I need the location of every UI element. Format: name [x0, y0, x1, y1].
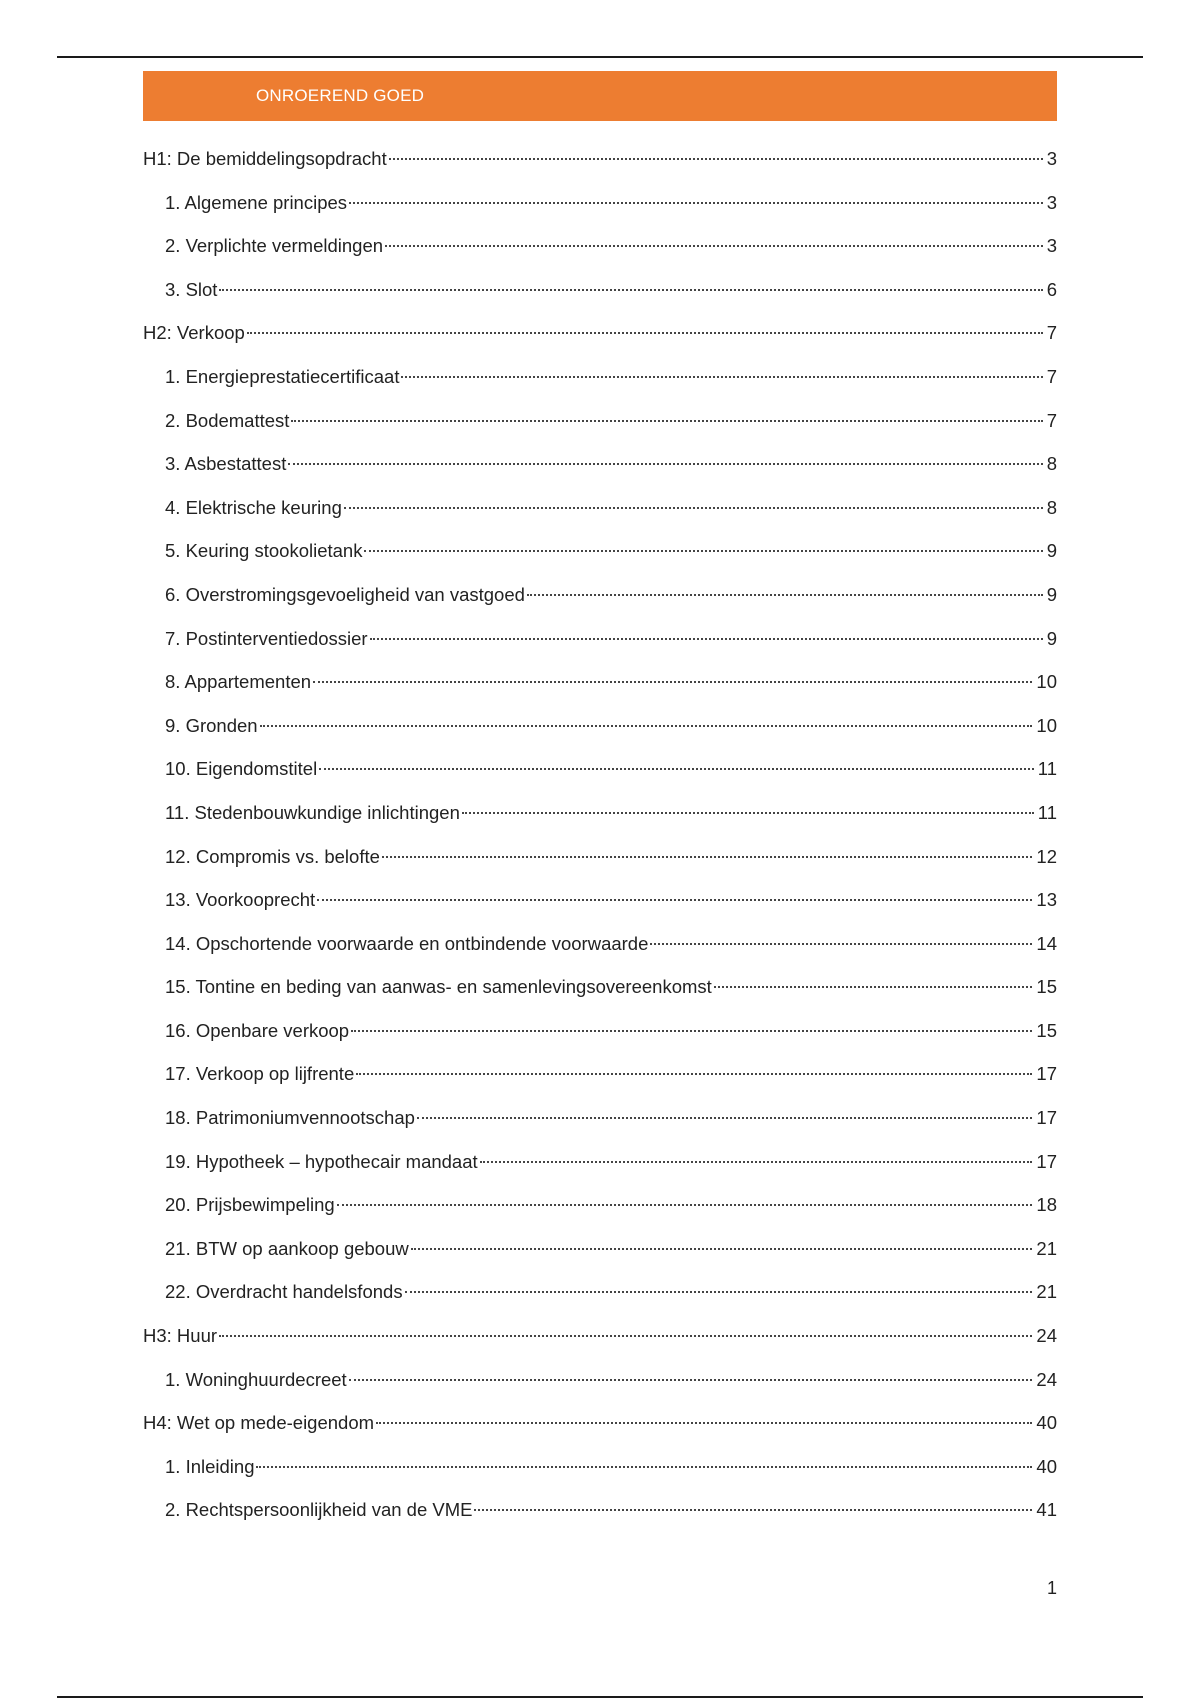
toc-entry-label: 16. Openbare verkoop [165, 1019, 350, 1041]
toc-section-entry[interactable] [143, 1270, 1057, 1314]
toc-dot-leader [349, 1379, 1033, 1381]
toc-dot-leader [344, 507, 1043, 509]
toc-dot-leader [256, 1466, 1032, 1468]
toc-entry-label: 1. Inleiding [165, 1455, 255, 1477]
toc-entry-page: 9 [1046, 583, 1057, 605]
toc-entry-page: 9 [1046, 540, 1057, 562]
toc-section-entry[interactable] [143, 268, 1057, 312]
toc-entry-label: H1: De bemiddelingsopdracht [143, 148, 387, 169]
toc-section-entry[interactable] [143, 1096, 1057, 1140]
toc-entry-page: 3 [1046, 191, 1057, 213]
toc-dot-leader [364, 550, 1042, 552]
toc-entry-page: 6 [1046, 278, 1057, 300]
toc-entry-label: 9. Gronden [165, 714, 258, 736]
toc-section-entry[interactable] [143, 1183, 1057, 1227]
toc-dot-leader [219, 1335, 1032, 1337]
toc-entry-page: 40 [1036, 1455, 1057, 1477]
document-title: ONROEREND GOED [256, 86, 425, 105]
toc-chapter-entry[interactable] [143, 137, 1057, 181]
toc-section-entry[interactable] [143, 1052, 1057, 1096]
table-of-contents [143, 137, 1057, 1532]
toc-section-entry[interactable] [143, 922, 1057, 966]
toc-dot-leader [714, 986, 1033, 988]
title-banner [143, 71, 1057, 121]
toc-entry-label: 1. Woninghuurdecreet [165, 1368, 347, 1390]
toc-entry-page: 17 [1036, 1150, 1057, 1172]
toc-entry-page: 8 [1046, 496, 1057, 518]
toc-entry-page: 40 [1036, 1412, 1057, 1434]
toc-dot-leader [247, 332, 1043, 334]
toc-entry-label: H4: Wet op mede-eigendom [143, 1412, 375, 1434]
toc-chapter-entry[interactable] [143, 1314, 1057, 1358]
toc-dot-leader [527, 594, 1043, 596]
toc-section-entry[interactable] [143, 181, 1057, 225]
toc-entry-page: 3 [1046, 148, 1057, 169]
toc-entry-label: 19. Hypotheek – hypothecair mandaat [165, 1150, 478, 1172]
page-number: 1 [1046, 1578, 1057, 1598]
toc-entry-label: 3. Slot [165, 278, 218, 300]
toc-dot-leader [317, 899, 1032, 901]
toc-section-entry[interactable] [143, 486, 1057, 530]
toc-entry-page: 10 [1036, 671, 1057, 693]
toc-entry-page: 24 [1036, 1325, 1057, 1347]
toc-dot-leader [385, 245, 1043, 247]
toc-entry-page: 9 [1046, 627, 1057, 649]
toc-dot-leader [288, 463, 1042, 465]
toc-entry-page: 12 [1036, 845, 1057, 867]
toc-entry-page: 7 [1046, 409, 1057, 431]
toc-dot-leader [291, 420, 1042, 422]
toc-dot-leader [382, 856, 1033, 858]
toc-entry-page: 3 [1046, 235, 1057, 257]
toc-section-entry[interactable] [143, 791, 1057, 835]
toc-entry-label: 14. Opschortende voorwaarde en ontbindende voorwaarde [165, 932, 649, 954]
toc-section-entry[interactable] [143, 1009, 1057, 1053]
toc-entry-page: 17 [1036, 1107, 1057, 1129]
toc-dot-leader [337, 1204, 1033, 1206]
toc-entry-label: 12. Compromis vs. belofte [165, 845, 380, 867]
toc-entry-label: 18. Patrimoniumvennootschap [165, 1107, 415, 1129]
toc-section-entry[interactable] [143, 442, 1057, 486]
toc-entry-label: 4. Elektrische keuring [165, 496, 342, 518]
toc-section-entry[interactable] [143, 1227, 1057, 1271]
toc-section-entry[interactable] [143, 878, 1057, 922]
toc-section-entry[interactable] [143, 617, 1057, 661]
toc-dot-leader [313, 681, 1032, 683]
toc-entry-page: 21 [1036, 1281, 1057, 1303]
toc-section-entry[interactable] [143, 573, 1057, 617]
toc-section-entry[interactable] [143, 355, 1057, 399]
toc-dot-leader [650, 943, 1032, 945]
toc-entry-page: 17 [1036, 1063, 1057, 1085]
toc-entry-page: 11 [1037, 801, 1057, 823]
toc-section-entry[interactable] [143, 224, 1057, 268]
toc-entry-label: 17. Verkoop op lijfrente [165, 1063, 355, 1085]
toc-dot-leader [480, 1161, 1033, 1163]
toc-dot-leader [405, 1291, 1033, 1293]
toc-section-entry[interactable] [143, 704, 1057, 748]
toc-entry-page: 13 [1036, 889, 1057, 911]
toc-entry-page: 7 [1046, 365, 1057, 387]
toc-entry-label: 2. Rechtspersoonlijkheid van de VME [165, 1499, 473, 1521]
toc-dot-leader [356, 1073, 1032, 1075]
toc-entry-page: 24 [1036, 1368, 1057, 1390]
toc-section-entry[interactable] [143, 1445, 1057, 1489]
toc-entry-label: 13. Voorkooprecht [165, 889, 316, 911]
toc-entry-label: 15. Tontine en beding van aanwas- en samenlevingsovereenkomst [165, 976, 712, 998]
toc-entry-page: 14 [1036, 932, 1057, 954]
toc-dot-leader [401, 376, 1042, 378]
toc-entry-label: H2: Verkoop [143, 322, 245, 344]
header-rule [57, 56, 1143, 58]
toc-entry-page: 11 [1037, 758, 1057, 780]
toc-dot-leader [260, 725, 1033, 727]
toc-dot-leader [370, 638, 1043, 640]
toc-entry-label: 7. Postinterventiedossier [165, 627, 368, 649]
toc-dot-leader [417, 1117, 1033, 1119]
toc-entry-label: 21. BTW op aankoop gebouw [165, 1237, 409, 1259]
toc-entry-page: 7 [1046, 322, 1057, 344]
toc-dot-leader [376, 1422, 1032, 1424]
toc-chapter-entry[interactable] [143, 1401, 1057, 1445]
toc-entry-label: 20. Prijsbewimpeling [165, 1194, 335, 1216]
toc-entry-page: 18 [1036, 1194, 1057, 1216]
toc-entry-page: 10 [1036, 714, 1057, 736]
toc-dot-leader [351, 1030, 1032, 1032]
toc-entry-label: 11. Stedenbouwkundige inlichtingen [165, 801, 460, 823]
toc-dot-leader [411, 1248, 1033, 1250]
toc-section-entry[interactable] [143, 529, 1057, 573]
toc-section-entry[interactable] [143, 835, 1057, 879]
toc-entry-label: 8. Appartementen [165, 671, 312, 693]
toc-entry-label: 1. Energieprestatiecertificaat [165, 365, 400, 387]
toc-dot-leader [319, 768, 1034, 770]
toc-entry-label: 10. Eigendomstitel [165, 758, 318, 780]
toc-entry-label: 2. Bodemattest [165, 409, 290, 431]
toc-entry-page: 8 [1046, 453, 1057, 475]
toc-entry-label: 1. Algemene principes [165, 191, 348, 213]
toc-dot-leader [349, 202, 1043, 204]
toc-dot-leader [389, 158, 1043, 160]
toc-chapter-entry[interactable] [143, 311, 1057, 355]
toc-dot-leader [219, 289, 1042, 291]
toc-entry-page: 41 [1036, 1499, 1057, 1521]
toc-entry-label: 3. Asbestattest [165, 453, 287, 475]
toc-section-entry[interactable] [143, 660, 1057, 704]
toc-entry-label: 22. Overdracht handelsfonds [165, 1281, 403, 1303]
toc-section-entry[interactable] [143, 1140, 1057, 1184]
toc-entry-label: 5. Keuring stookolietank [165, 540, 363, 562]
footer-rule [57, 1696, 1143, 1698]
toc-entry-label: 6. Overstromingsgevoeligheid van vastgoed [165, 583, 525, 605]
toc-entry-page: 15 [1036, 1019, 1057, 1041]
toc-section-entry[interactable] [143, 1358, 1057, 1402]
toc-dot-leader [462, 812, 1034, 814]
toc-entry-label: H3: Huur [143, 1325, 218, 1347]
toc-dot-leader [474, 1509, 1032, 1511]
toc-section-entry[interactable] [143, 399, 1057, 443]
toc-section-entry[interactable] [143, 1488, 1057, 1532]
toc-entry-page: 15 [1036, 976, 1057, 998]
toc-section-entry[interactable] [143, 965, 1057, 1009]
toc-entry-page: 21 [1036, 1237, 1057, 1259]
toc-section-entry[interactable] [143, 747, 1057, 791]
toc-entry-label: 2. Verplichte vermeldingen [165, 235, 384, 257]
